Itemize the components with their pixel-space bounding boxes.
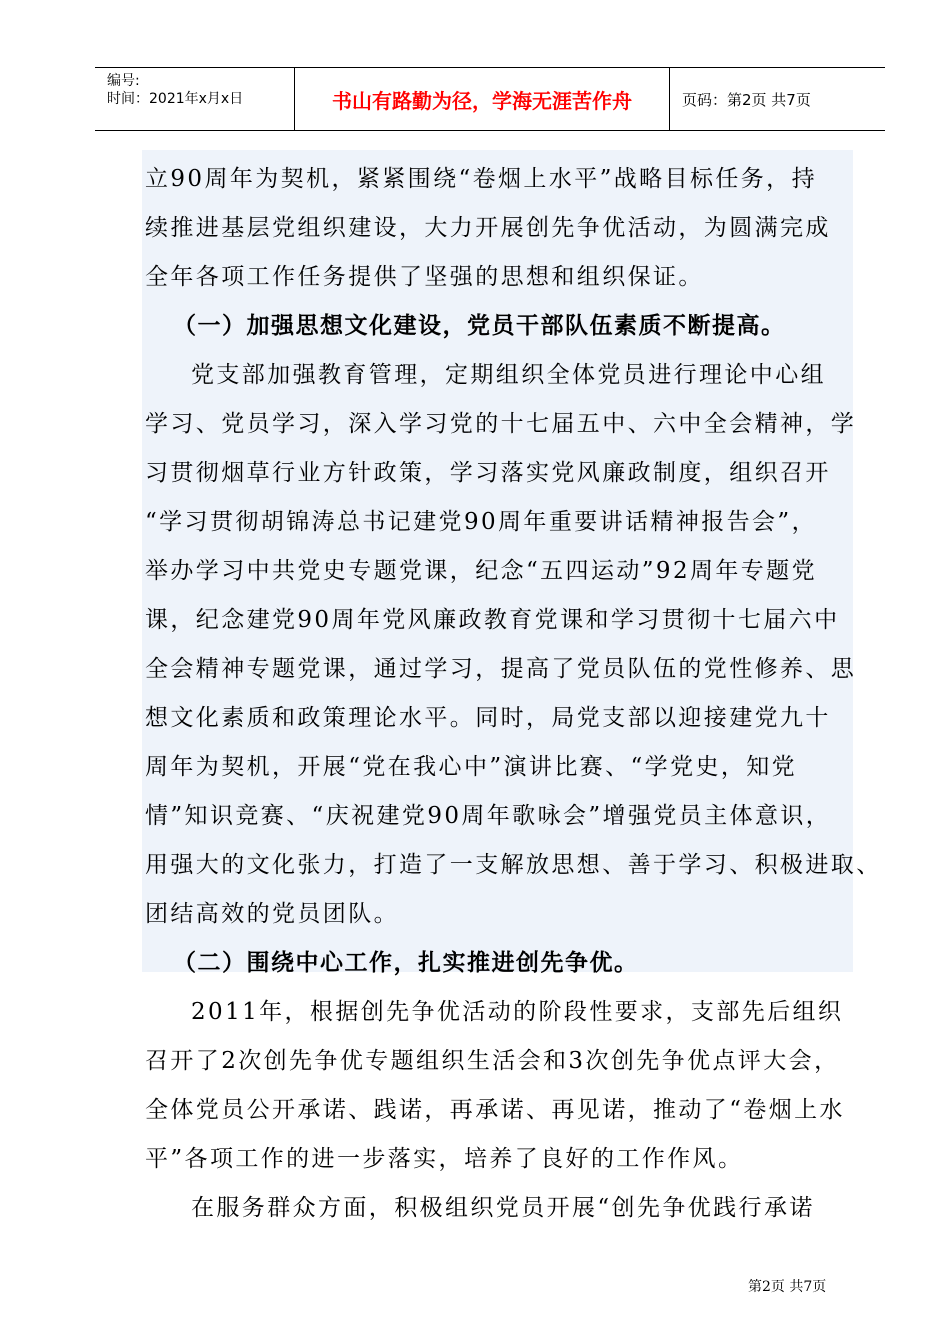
- document-body: [145, 155, 882, 1233]
- body-line: 平”各项工作的进一步落实，培养了良好的工作作风。: [145, 1146, 744, 1172]
- motto-text: 书山有路勤为径，学海无涯苦作舟: [295, 68, 670, 130]
- body-line: “学习贯彻胡锦涛总书记建党90周年重要讲话精神报告会”，: [145, 509, 817, 535]
- body-line: 想文化素质和政策理论水平。同时，局党支部以迎接建党九十: [145, 705, 831, 731]
- body-line: 团结高效的党员团队。: [145, 901, 399, 927]
- body-line: 周年为契机，开展“党在我心中”演讲比赛、“学党史，知党: [145, 754, 798, 780]
- body-line: 全会精神专题党课，通过学习，提高了党员队伍的党性修养、思: [145, 656, 857, 682]
- body-line: 课，纪念建党90周年党风廉政教育党课和学习贯彻十七届六中: [145, 607, 840, 633]
- time-label: 时间：2021年x月x日: [107, 91, 244, 107]
- body-line: 用强大的文化张力，打造了一支解放思想、善于学习、积极进取、: [145, 852, 882, 878]
- body-line: 党支部加强教育管理，定期组织全体党员进行理论中心组: [191, 362, 826, 388]
- body-line: 全体党员公开承诺、践诺，再承诺、再见诺，推动了“卷烟上水: [145, 1097, 845, 1123]
- section-heading: （二）围绕中心工作，扎实推进创先争优。: [173, 950, 639, 976]
- body-line: 在服务群众方面，积极组织党员开展“创先争优践行承诺: [191, 1195, 815, 1221]
- header-meta: [95, 68, 295, 130]
- body-line: 情”知识竞赛、“庆祝建党90周年歌咏会”增强党员主体意识，: [145, 803, 832, 829]
- page-header: [95, 67, 885, 131]
- footer-page-label: 第2页 共7页: [748, 1279, 827, 1295]
- number-label: 编号:: [107, 73, 140, 89]
- header-page-label: 页码：第2页 共7页: [682, 90, 811, 109]
- body-line: 立90周年为契机，紧紧围绕“卷烟上水平”战略目标任务，持: [145, 166, 817, 192]
- body-line: 续推进基层党组织建设，大力开展创先争优活动，为圆满完成: [145, 215, 831, 241]
- body-line: 全年各项工作任务提供了坚强的思想和组织保证。: [145, 264, 704, 290]
- body-line: 2011年，根据创先争优活动的阶段性要求，支部先后组织: [191, 999, 844, 1025]
- section-heading: （一）加强思想文化建设，党员干部队伍素质不断提高。: [173, 313, 786, 339]
- body-line: 学习、党员学习，深入学习党的十七届五中、六中全会精神，学: [145, 411, 857, 437]
- body-line: 举办学习中共党史专题党课，纪念“五四运动”92周年专题党: [145, 558, 817, 584]
- body-line: 召开了2次创先争优专题组织生活会和3次创先争优点评大会，: [145, 1048, 840, 1074]
- body-line: 习贯彻烟草行业方针政策，学习落实党风廉政制度，组织召开: [145, 460, 831, 486]
